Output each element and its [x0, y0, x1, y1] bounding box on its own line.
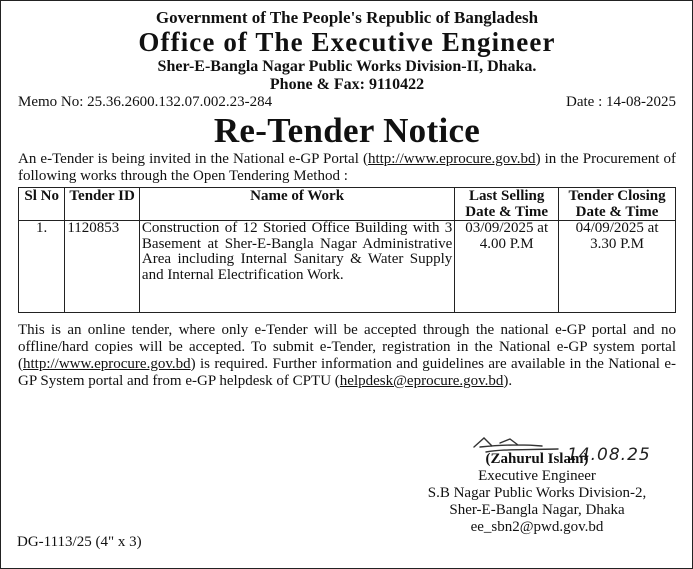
- egp-portal-link-2[interactable]: http://www.eprocure.gov.bd: [23, 356, 191, 372]
- online-tender-paragraph: [18, 322, 676, 390]
- memo-date: Date : 14-08-2025: [566, 94, 676, 110]
- cell-sl: 1.: [19, 221, 65, 313]
- memo-row: [18, 94, 676, 111]
- header-tender-closing: Tender Closing Date & Time: [559, 188, 676, 221]
- memo-number: Memo No: 25.36.2600.132.07.002.23-284: [18, 94, 273, 110]
- dg-reference: DG-1113/25 (4" x 3): [17, 534, 142, 550]
- body-text-2: ) is required. Further information and guidelines are available in the National e-GP System portal and from e-GP helpdesk of CPTU (: [18, 356, 676, 389]
- signatory-office: S.B Nagar Public Works Division-2,: [427, 485, 647, 501]
- header-tender-id: Tender ID: [65, 188, 140, 221]
- division-line: Sher-E-Bangla Nagar Public Works Division-II, Dhaka.: [157, 58, 537, 75]
- helpdesk-email-link[interactable]: helpdesk@eprocure.gov.bd: [339, 373, 504, 389]
- table-row: [19, 221, 676, 313]
- phone-fax-line: Phone & Fax: 9110422: [269, 76, 425, 93]
- table-header-row: [19, 188, 676, 221]
- egp-portal-link[interactable]: http://www.eprocure.gov.bd: [367, 151, 536, 167]
- cell-tender-id: 1120853: [65, 221, 140, 313]
- notice-title: Re-Tender Notice: [213, 111, 481, 150]
- body-text-3: ).: [503, 373, 513, 389]
- signature-block: [397, 437, 677, 536]
- office-title: Office of The Executive Engineer: [138, 27, 556, 57]
- signatory-email: ee_sbn2@pwd.gov.bd: [470, 519, 604, 535]
- cell-name-of-work: Construction of 12 Storied Office Building with 3 Basement at Sher-E-Bangla Nagar Administrative Area including Internal Sanitary & Water Supply and Internal Electrification Work.: [139, 221, 454, 313]
- signatory-name: (Zahurul Islam): [485, 451, 589, 467]
- signatory-designation: Executive Engineer: [478, 468, 596, 484]
- tender-table: [18, 187, 676, 313]
- intro-paragraph: [18, 151, 676, 185]
- body-text-1: This is an online tender, where only e-Tender will be accepted through the national e-GP portal and no offline/hard copies will be accepted. To submit e-Tender, registration in the National e-GP system portal (: [18, 322, 676, 372]
- header-last-selling: Last Selling Date & Time: [455, 188, 559, 221]
- intro-text-after: ) in the Procurement of following works through the Open Tendering Method :: [18, 151, 677, 184]
- signatory-address: Sher-E-Bangla Nagar, Dhaka: [449, 502, 625, 518]
- handwritten-date: 14.08.25: [567, 445, 651, 465]
- cell-tender-closing: 04/09/2025 at 3.30 P.M: [559, 221, 676, 313]
- cell-last-selling: 03/09/2025 at 4.00 P.M: [455, 221, 559, 313]
- intro-text-before: An e-Tender is being invited in the National e-GP Portal (: [18, 151, 368, 167]
- header-sl: Sl No: [19, 188, 65, 221]
- header-name-of-work: Name of Work: [139, 188, 454, 221]
- government-line: Government of The People's Republic of Bangladesh: [155, 8, 539, 27]
